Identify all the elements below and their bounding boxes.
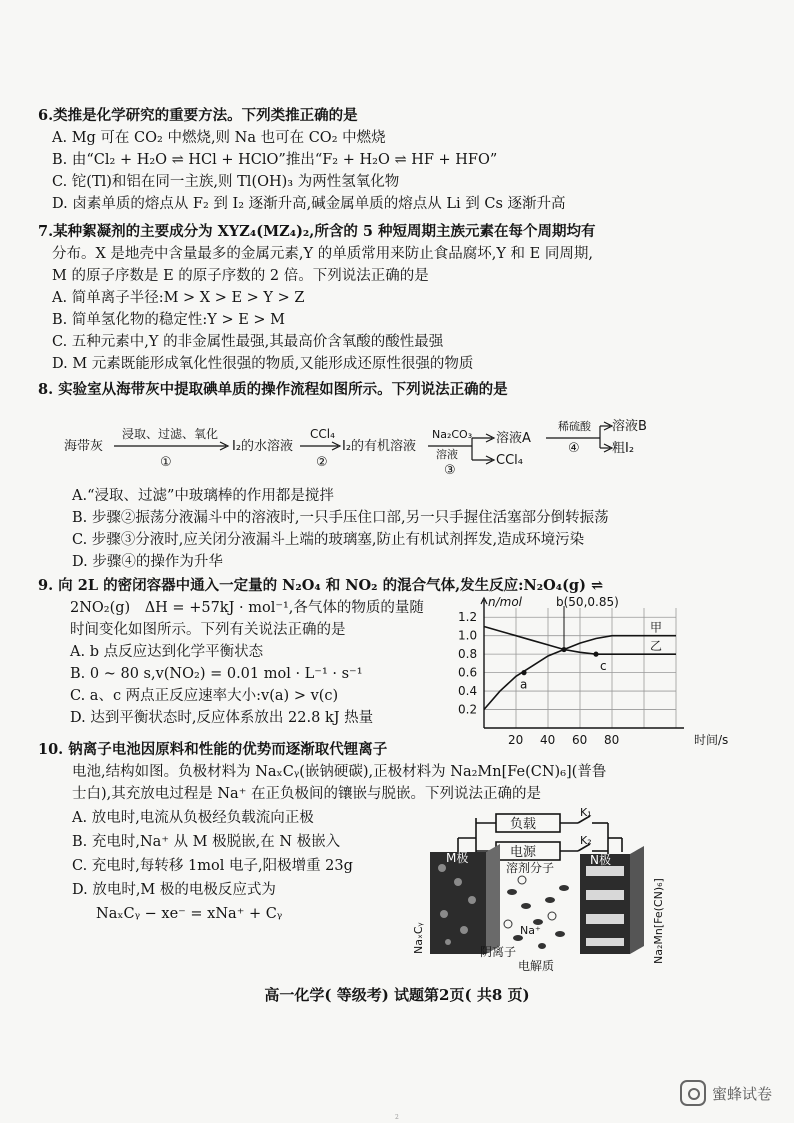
q8-stem: 8. 实验室从海带灰中提取碘单质的操作流程如图所示。下列说法正确的是 — [38, 381, 508, 398]
q10-battery-diagram — [400, 804, 740, 980]
point-label-1: b(50,0.85) — [556, 595, 619, 609]
m-pole-label: M极 — [446, 851, 469, 865]
q9-option-d: D. 达到平衡状态时,反应体系放出 22.8 kJ 热量 — [70, 710, 374, 726]
k1-label: K₁ — [580, 806, 592, 819]
q9-option-c: C. a、c 两点正反应速率大小:v(a) > v(c) — [70, 688, 339, 704]
electrolyte-label: 电解质 — [518, 959, 555, 973]
y-tick-label-3: 0.8 — [458, 647, 478, 662]
left-material-label: NaₓCᵧ — [412, 922, 425, 954]
q10-option-c: C. 充电时,每转移 1mol 电子,阳极增重 23g — [72, 858, 353, 874]
q7-option-a: A. 简单离子半径:M > X > E > Y > Z — [52, 290, 305, 306]
q8-option-b: B. 步骤②振荡分液漏斗中的溶液时,一只手压住口部,另一只手握住活塞部分倒转振荡 — [72, 510, 609, 526]
x-tick-label-0: 20 — [508, 733, 524, 747]
q9-stem-3: 时间变化如图所示。下列有关说法正确的是 — [70, 622, 346, 638]
q9-option-b: B. 0 ~ 80 s,v(NO₂) = 0.01 mol · L⁻¹ · s⁻¹ — [70, 666, 363, 682]
q8-option-c: C. 步骤③分液时,应关闭分液漏斗上端的玻璃塞,防止有机试剂挥发,造成环境污染 — [72, 532, 585, 548]
series-label-1: 乙 — [650, 639, 663, 654]
q7-stem-1: 7.某种絮凝剂的主要成分为 XYZ₄(MZ₄)₂,所含的 5 种短周期主族元素在每个周期均有 — [38, 223, 596, 240]
page-mark: 2 — [395, 1114, 399, 1121]
solvent-label: 溶剂分子 — [506, 861, 555, 875]
q6-option-c: C. 铊(Tl)和铝在同一主族,则 Tl(OH)₃ 为两性氢氧化物 — [52, 174, 400, 190]
flow-org: I₂的有机溶液 — [342, 439, 417, 454]
watermark-logo-icon — [680, 1080, 706, 1106]
x-axis-label: 时间/s — [694, 733, 729, 747]
flow-step2-label: CCl₄ — [310, 427, 335, 441]
x-tick-label-1: 40 — [540, 733, 556, 747]
q7-option-c: C. 五种元素中,Y 的非金属性最强,其最高价含氧酸的酸性最强 — [52, 334, 444, 350]
k2-label: K₂ — [580, 834, 592, 847]
page-footer: 高一化学( 等级考) 试题第2页( 共8 页) — [264, 986, 530, 1004]
watermark — [680, 1080, 772, 1106]
point-label-0: a — [520, 677, 528, 692]
flow-ccl4: CCl₄ — [496, 453, 523, 468]
y-tick-label-2: 0.6 — [458, 665, 478, 680]
flow-sol-b: 溶液B — [612, 419, 647, 434]
y-axis-label: n/mol — [488, 595, 523, 609]
flow-step3-num: ③ — [444, 463, 456, 478]
x-tick-label-2: 60 — [572, 733, 588, 747]
q7-stem-3: M 的原子序数是 E 的原子序数的 2 倍。下列说法正确的是 — [52, 268, 429, 284]
flow-step1-label: 浸取、过滤、氧化 — [122, 427, 219, 441]
q6-option-d: D. 卤素单质的熔点从 F₂ 到 I₂ 逐渐升高,碱金属单质的熔点从 Li 到 Cs 逐渐升高 — [52, 196, 566, 212]
y-tick-label-4: 1.0 — [458, 628, 478, 643]
q8-option-a: A.“浸取、过滤”中玻璃棒的作用都是搅拌 — [72, 488, 334, 504]
q10-option-d-equation: NaₓCᵧ − xe⁻ = xNa⁺ + Cᵧ — [96, 906, 283, 922]
flow-step3-label-top: Na₂CO₃ — [432, 428, 473, 441]
q10-stem-2: 电池,结构如图。负极材料为 NaₓCᵧ(嵌钠硬碳),正极材料为 Na₂Mn[Fe(CN)₆](普鲁 — [72, 764, 607, 780]
power-label: 电源 — [510, 845, 537, 860]
y-tick-label-1: 0.4 — [458, 684, 478, 699]
q9-stem-1: 9. 向 2L 的密闭容器中通入一定量的 N₂O₄ 和 NO₂ 的混合气体,发生反应:N₂O₄(g) ⇌ — [38, 577, 604, 594]
flow-crude: 粗I₂ — [612, 441, 635, 456]
y-tick-label-0: 0.2 — [458, 702, 478, 717]
flow-step3-label-bot: 溶液 — [436, 448, 458, 461]
na-ion-label: Na⁺ — [520, 924, 541, 937]
q8-option-d: D. 步骤④的操作为升华 — [72, 554, 223, 570]
q6-stem: 6.类推是化学研究的重要方法。下列类推正确的是 — [38, 107, 358, 124]
watermark-text: 蜜蜂试卷 — [711, 1084, 772, 1103]
flow-step1-num: ① — [160, 455, 172, 470]
point-label-2: c — [600, 659, 607, 674]
flow-aq: I₂的水溶液 — [232, 439, 294, 454]
q9-option-a: A. b 点反应达到化学平衡状态 — [70, 644, 264, 660]
flow-step4-num: ④ — [568, 441, 580, 456]
q10-option-b: B. 充电时,Na⁺ 从 M 极脱嵌,在 N 极嵌入 — [72, 834, 341, 850]
anion-label: 阴离子 — [480, 945, 517, 959]
flow-step4-label: 稀硫酸 — [558, 420, 591, 433]
load-label: 负载 — [510, 817, 537, 832]
q9-stem-2: 2NO₂(g) ΔH = +57kJ · mol⁻¹,各气体的物质的量随 — [70, 600, 424, 616]
q10-option-d: D. 放电时,M 极的电极反应式为 — [72, 882, 276, 898]
q7-option-b: B. 简单氢化物的稳定性:Y > E > M — [52, 312, 285, 328]
flow-sol-a: 溶液A — [496, 431, 531, 446]
q7-stem-2: 分布。X 是地壳中含量最多的金属元素,Y 的单质常用来防止食品腐坏,Y 和 E 同周期, — [52, 246, 593, 262]
series-label-0: 甲 — [650, 620, 663, 635]
x-tick-label-3: 80 — [604, 733, 620, 747]
q10-stem-3: 士白),其充放电过程是 Na⁺ 在正负极间的镶嵌与脱嵌。下列说法正确的是 — [72, 786, 541, 802]
q10-option-a: A. 放电时,电流从负极经负载流向正极 — [72, 810, 314, 826]
flow-start: 海带灰 — [64, 439, 104, 454]
q9-chart — [448, 594, 748, 748]
q6-option-b: B. 由“Cl₂ + H₂O ⇌ HCl + HClO”推出“F₂ + H₂O ⇌ HF + HFO” — [52, 152, 498, 168]
y-tick-label-5: 1.2 — [458, 610, 478, 625]
point-0 — [521, 670, 526, 675]
q10-stem-1: 10. 钠离子电池因原料和性能的优势而逐渐取代锂离子 — [38, 741, 388, 758]
right-material-label: Na₂Mn[Fe(CN)₆] — [652, 878, 665, 964]
q6-option-a: A. Mg 可在 CO₂ 中燃烧,则 Na 也可在 CO₂ 中燃烧 — [52, 130, 386, 146]
flow-step2-num: ② — [316, 455, 328, 470]
n-pole-label: N极 — [590, 853, 611, 867]
point-2 — [593, 652, 598, 657]
q8-flowchart — [60, 404, 740, 480]
q7-option-d: D. M 元素既能形成氧化性很强的物质,又能形成还原性很强的物质 — [52, 356, 474, 372]
